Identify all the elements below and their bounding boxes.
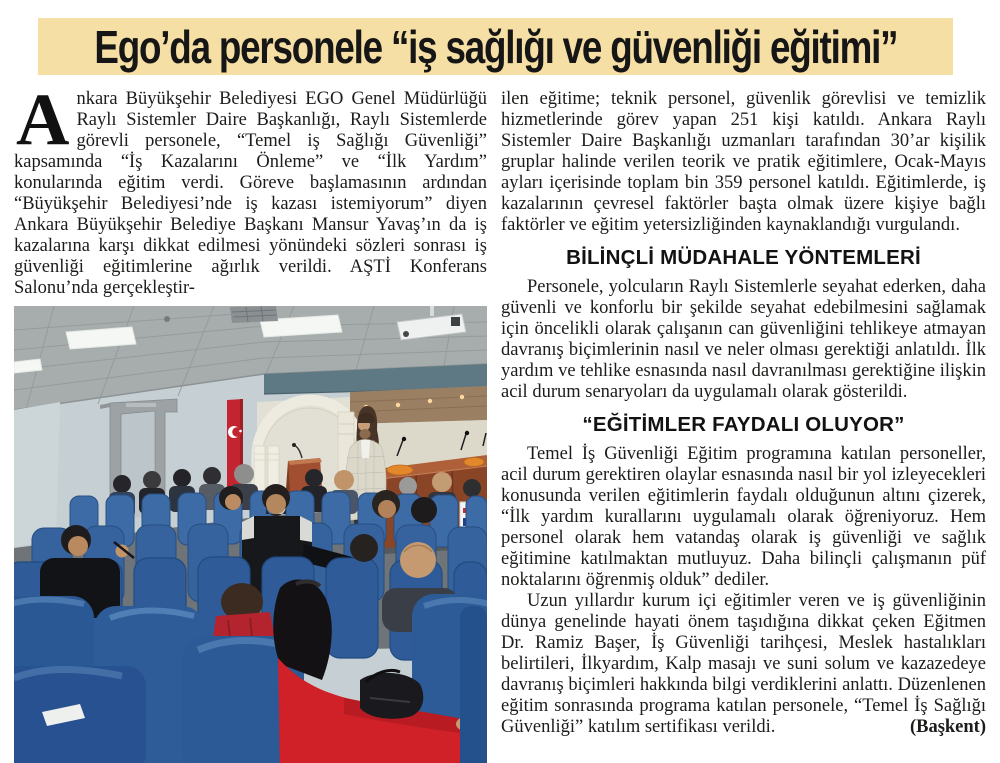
article-body [0,79,1000,763]
right-column [501,89,986,763]
intro-paragraph [14,79,487,299]
ceiling-vent [230,306,278,323]
continuation-paragraph: ilen eğitime; teknik personel, güvenlik görevlisi ve temizlik hizmetlerinde görev yapan 251 kişi katıldı. Ankara Raylı Sistemler Daire Başkanlığı uzmanları tarafından 30’ar kişilik gruplar halinde verilen teorik ve pratik eğitimlere, Ocak-Mayıs ayları içerisinde toplam bin 359 personel katıldı. Eğitimlerde, iş kazalarının çevresel faktörler başta olmak üzere kişiye bağlı faktörler ve eğitim yetersizliğinden kaynaklandığı vurgulandı. [501,89,986,235]
left-column [14,79,487,763]
intro-paragraph-text: nkara Büyükşehir Belediyesi EGO Genel Müdürlüğü Raylı Sistemler Daire Başkanlığı, Raylı Sistemlerde görevli personele, “Temel iş Sağlığı Güvenliği” kapsamında “İş Kazalarını Önleme” ve “İlk Yardım” konularında eğitim verdi. Göreve başlamasının ardından “Büyükşehir Belediyesi’nde iş kazası istemiyorum” diyen Ankara Büyükşehir Belediye Başkanı Mansur Yavaş’ın da iş kazalarına karşı dikkat edilmesi yönündeki sözleri sonrası iş güvenliği eğitimlerine ağırlık verildi. AŞTİ Konferans Salonu’nda gerçekleştir- [14,89,487,298]
final-paragraph-text: Uzun yıllardır kurum içi eğitimler veren ve iş güvenliğinin dünya genelinde hayati önem taşıdığına dikkat çeken Eğitmen Dr. Ramiz Başer, İş Güvenliği tarihçesi, Meslek hastalıkları belirtileri, İlkyardım, Kalp masajı ve suni solum ve kazazedeye davranış biçimleri hakkında bilgi verdiklerini anlattı. Düzenlenen eğitim sonrasında programa katılan personele, “Temel İş Sağlığı Güvenliği” katılım sertifikası verildi. [501,591,986,737]
article-photo [14,306,487,763]
audience-foreground [14,579,487,763]
paragraph-egitimler: Temel İş Güvenliği Eğitim programına katılan personeller, acil durum gerektiren olaylar esnasında nasıl bir yol izleyecekleri konusunda verilen eğitimlerin faydalı olduğunun altını çizerek, “İlk yardım kurallarını uygulamalı olarak öğreniyoruz. Hem personel olarak hem vatandaş olarak iş güvenliği ve sağlık eğitimine katılmaktan mutluyuz. Daha bilinçli çalışmanın püf noktalarını öğrenmiş olduk” dediler. [501,444,986,590]
paragraph-mudahale: Personele, yolcuların Raylı Sistemlerle seyahat ederken, daha güvenli ve konforlu bir şekilde seyahat edebilmesini sağlamak için öncelikli olarak çalışanın can güvenliğini tehlikeye atmayan davranış biçimlerinin nasıl ve neler olması gerektiği anlatıldı. İlk yardım ve tehlike esnasında nasıl davranılması gerektiğine ilişkin acil durum senaryoları da uygulamalı olarak gösterildi. [501,277,986,402]
headline-bar [38,18,953,75]
subhead-egitimler-faydali: “EĞİTİMLER FAYDALI OLUYOR” [582,413,905,436]
drop-cap: A [16,79,70,161]
source-byline: (Başkent) [909,717,986,737]
article-headline: Ego’da personele “iş sağlığı ve güvenliği eğitimi” [94,20,897,73]
subhead-bilincli-mudahale: BİLİNÇLİ MÜDAHALE YÖNTEMLERİ [566,246,921,269]
paragraph-final [501,591,986,738]
